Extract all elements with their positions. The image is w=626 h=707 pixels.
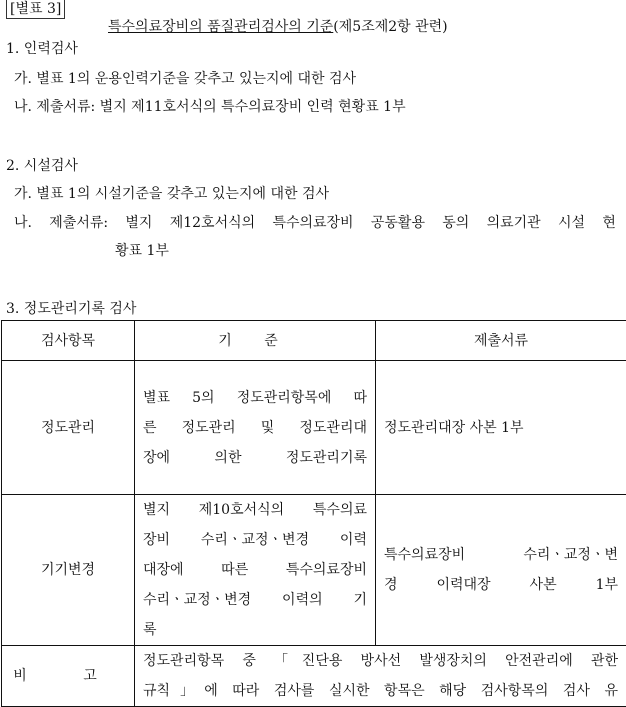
row-item: 기기변경	[2, 495, 135, 646]
word: 제출서류:	[49, 214, 108, 232]
word: 제12호서식의	[170, 214, 255, 232]
criteria-line: 장에 의한 정도관리기록	[143, 443, 367, 473]
remark-line: 규칙」에 따라 검사를 실시한 항목은 해당 검사항목의 검사 유	[143, 676, 618, 706]
quality-record-table	[1, 320, 626, 707]
criteria-line: 별표 5의 정도관리항목에 따	[143, 383, 367, 413]
header-documents: 제출서류	[376, 321, 626, 361]
word: 공동활용	[371, 214, 425, 232]
row-documents	[376, 361, 626, 495]
title-main: 특수의료장비의 품질관리검사의 기준	[108, 19, 333, 35]
section-2-item-b-continued: 황표 1부	[115, 242, 169, 260]
table-row	[2, 361, 626, 495]
section-2-item-a: 가. 별표 1의 시설기준을 갖추고 있는지에 대한 검사	[14, 185, 329, 203]
row-criteria	[135, 495, 376, 646]
documents-line: 경 이력대장 사본 1부	[384, 570, 618, 600]
section-1-item-b: 나. 제출서류: 별지 제11호서식의 특수의료장비 인력 현황표 1부	[14, 98, 406, 116]
word: 현	[602, 214, 616, 232]
word: 별지	[125, 214, 152, 232]
remark-row	[2, 646, 626, 707]
remark-line: 정도관리항목 중 「진단용 방사선 발생장치의 안전관리에 관한	[143, 646, 618, 676]
word: 나.	[14, 214, 32, 232]
annex-tag: [별표 3]	[6, 0, 65, 19]
documents-line: 특수의료장비 수리ㆍ교정ㆍ변	[384, 540, 618, 570]
section-1-heading: 1. 인력검사	[6, 40, 78, 58]
word: 동의	[442, 214, 469, 232]
section-2-item-b	[14, 214, 616, 232]
table-header-row	[2, 321, 626, 361]
header-item: 검사항목	[2, 321, 135, 361]
header-criteria: 기 준	[135, 321, 376, 361]
criteria-line: 수리ㆍ교정ㆍ변경 이력의 기	[143, 585, 367, 615]
table-row	[2, 495, 626, 646]
word: 의료기관	[487, 214, 541, 232]
row-documents	[376, 495, 626, 646]
row-item: 정도관리	[2, 361, 135, 495]
section-2-heading: 2. 시설검사	[6, 157, 78, 175]
documents-line: 정도관리대장 사본 1부	[384, 413, 618, 443]
title-reference: (제5조제2항 관련)	[333, 19, 447, 35]
criteria-line: 록	[143, 615, 367, 645]
document-title	[108, 18, 448, 36]
remark-text	[135, 646, 626, 707]
row-criteria	[135, 361, 376, 495]
criteria-line: 별지 제10호서식의 특수의료	[143, 495, 367, 525]
criteria-line: 장비 수리ㆍ교정ㆍ변경 이력	[143, 525, 367, 555]
criteria-line: 대장에 따른 특수의료장비	[143, 555, 367, 585]
word: 특수의료장비	[272, 214, 353, 232]
criteria-line: 른 정도관리 및 정도관리대	[143, 413, 367, 443]
section-1-item-a: 가. 별표 1의 운용인력기준을 갖추고 있는지에 대한 검사	[14, 70, 356, 88]
section-3-heading: 3. 정도관리기록 검사	[6, 300, 136, 318]
remark-label: 비 고	[2, 646, 135, 707]
word: 시설	[558, 214, 585, 232]
